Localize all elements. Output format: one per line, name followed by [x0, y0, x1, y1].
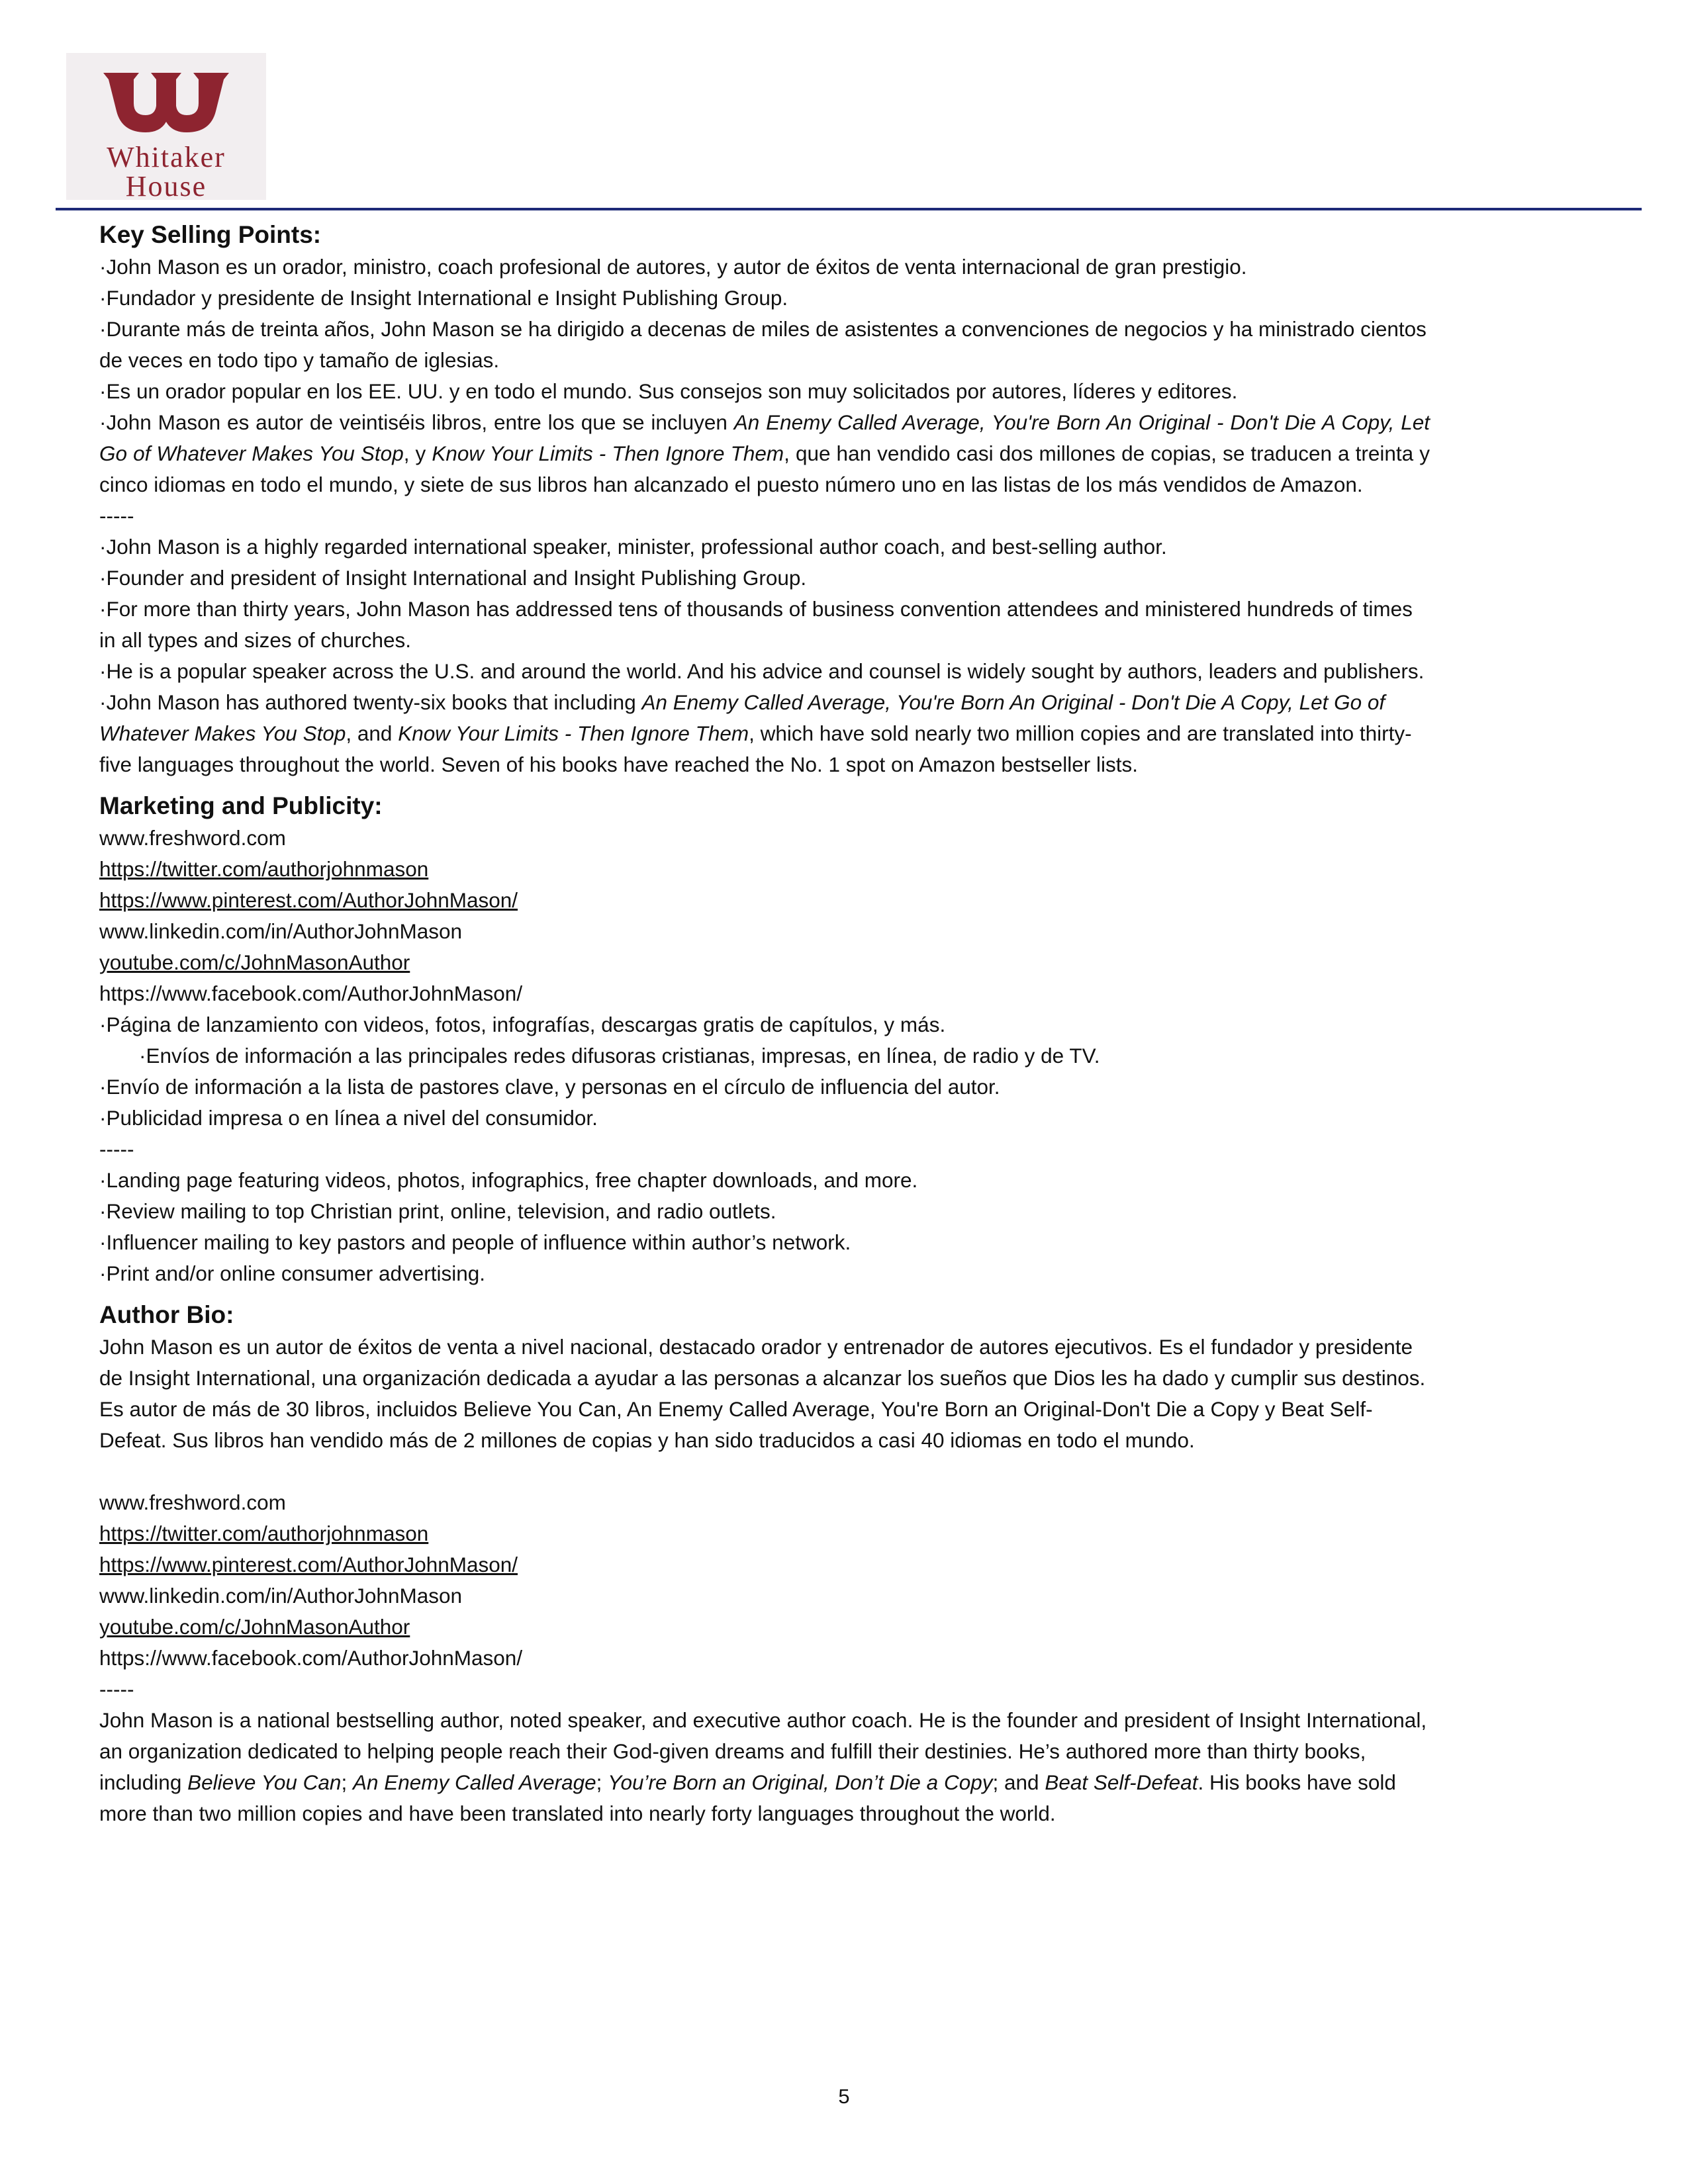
book-title: Know Your Limits - Then Ignore Them [398, 721, 749, 745]
author-bio-en [99, 1705, 1430, 1829]
link-youtube[interactable]: youtube.com/c/JohnMasonAuthor [99, 950, 410, 974]
key-selling-points-heading: Key Selling Points: [99, 221, 322, 248]
link-facebook[interactable]: https://www.facebook.com/AuthorJohnMason/ [99, 981, 523, 1005]
text-run: ; [341, 1770, 353, 1794]
logo-line-2: House [125, 170, 207, 203]
marketing-es-item: ·Envíos de información a las principales redes difusoras cristianas, impresas, en línea, de radio y de TV. [139, 1044, 1100, 1068]
book-title: You’re Born an Original, Don’t Die a Copy [608, 1770, 993, 1794]
whitaker-house-mark-icon [99, 64, 233, 135]
book-titles: An Enemy Called Average, You're Born An Original - Don't Die A Copy, Let Go of Whatever Makes You Stop [99, 410, 1430, 465]
ksp-es-books-item [99, 407, 1430, 500]
book-titles: An Enemy Called Average, You're Born An Original - Don't Die A Copy, Let Go of Whatever Makes You Stop [99, 690, 1385, 745]
book-title: An Enemy Called Average [352, 1770, 596, 1794]
link-website[interactable]: www.freshword.com [99, 826, 286, 850]
separator: ----- [99, 1137, 134, 1161]
link-linkedin[interactable]: www.linkedin.com/in/AuthorJohnMason [99, 1584, 463, 1608]
separator: ----- [99, 504, 134, 527]
marketing-heading: Marketing and Publicity: [99, 792, 383, 819]
marketing-en-item: ·Influencer mailing to key pastors and people of influence within author’s network. [99, 1230, 851, 1254]
header-rule [56, 208, 1642, 210]
link-pinterest[interactable]: https://www.pinterest.com/AuthorJohnMason/ [99, 1553, 518, 1576]
marketing-en-item: ·Landing page featuring videos, photos, infographics, free chapter downloads, and more. [99, 1168, 918, 1192]
text-run: ·John Mason es autor de veintiséis libros, entre los que se incluyen [99, 410, 734, 434]
separator: ----- [99, 1677, 134, 1701]
text-run: , and [346, 721, 399, 745]
ksp-en-item: ·Founder and president of Insight International and Insight Publishing Group. [99, 566, 807, 590]
link-linkedin[interactable]: www.linkedin.com/in/AuthorJohnMason [99, 919, 463, 943]
ksp-en-item: ·John Mason is a highly regarded international speaker, minister, professional author coach, and best-selling author. [99, 535, 1167, 559]
text-run: ·John Mason has authored twenty-six books that including [99, 690, 642, 714]
author-bio-es: John Mason es un autor de éxitos de venta a nivel nacional, destacado orador y entrenador de autores ejecutivos. Es el fundador y presidente de Insight International, una organización dedicada a ayudar a las personas a alcanzar los sueños que Dios les ha dado y cumplir sus destinos. Es autor de más de 30 libros, incluidos Believe You Can, An Enemy Called Average, You're Born an Original-Don't Die a Copy y Beat Self-Defeat. Sus libros han vendido más de 2 millones de copias y han sido traducidos a casi 40 idiomas en todo el mundo. [99, 1335, 1426, 1452]
book-title: Beat Self-Defeat [1045, 1770, 1198, 1794]
text-run: , que han vendido casi dos millones de copias, se traducen a treinta y cinco idiomas en todo el mundo, y siete de sus libros han alcanzado el puesto número uno en las listas de los más vendidos de Amazon. [99, 441, 1430, 496]
logo-line-1: Whitaker [107, 141, 226, 173]
marketing-en-item: ·Review mailing to top Christian print, online, television, and radio outlets. [99, 1199, 776, 1223]
ksp-es-item: ·Durante más de treinta años, John Mason se ha dirigido a decenas de miles de asistentes a convenciones de negocios y ha ministrado cientos de veces en todo tipo y tamaño de iglesias. [99, 317, 1427, 372]
marketing-es-item: ·Envío de información a la lista de pastores clave, y personas en el círculo de influencia del autor. [99, 1075, 1000, 1099]
ksp-en-item: ·For more than thirty years, John Mason has addressed tens of thousands of business convention attendees and ministered hundreds of times in all types and sizes of churches. [99, 597, 1413, 652]
ksp-en-item: ·He is a popular speaker across the U.S. and around the world. And his advice and counsel is widely sought by authors, leaders and publishers. [99, 659, 1425, 683]
text-run: ; and [992, 1770, 1045, 1794]
link-twitter[interactable]: https://twitter.com/authorjohnmason [99, 1522, 429, 1545]
text-run: John Mason is a national bestselling author, noted speaker, and executive author coach. He is the founder and president of Insight International, an organization dedicated to helping people reach their God-given dreams and fulfill their destinies. He’s authored more than thirty books, including [99, 1708, 1427, 1794]
author-bio-section [99, 1298, 1430, 1829]
page-number: 5 [838, 2085, 850, 2108]
link-pinterest[interactable]: https://www.pinterest.com/AuthorJohnMason/ [99, 888, 518, 912]
text-run: , which have sold nearly two million copies and are translated into thirty-five languages throughout the world. Seven of his books have reached the No. 1 spot on Amazon bestseller lists. [99, 721, 1412, 776]
marketing-es-item: ·Página de lanzamiento con videos, fotos, infografías, descargas gratis de capítulos, y más. [99, 1013, 946, 1036]
book-title: Know Your Limits - Then Ignore Them [432, 441, 784, 465]
key-selling-points-section [99, 218, 1430, 780]
marketing-section [99, 790, 1430, 1289]
link-facebook[interactable]: https://www.facebook.com/AuthorJohnMason/ [99, 1646, 523, 1670]
spacer [99, 1456, 1430, 1487]
text-run: , y [403, 441, 432, 465]
book-title: Believe You Can [187, 1770, 342, 1794]
author-bio-heading: Author Bio: [99, 1301, 234, 1328]
ksp-es-item: ·John Mason es un orador, ministro, coach profesional de autores, y autor de éxitos de venta internacional de gran prestigio. [99, 255, 1247, 279]
link-youtube[interactable]: youtube.com/c/JohnMasonAuthor [99, 1615, 410, 1639]
publisher-logo [66, 53, 266, 203]
link-twitter[interactable]: https://twitter.com/authorjohnmason [99, 857, 429, 881]
ksp-es-item: ·Fundador y presidente de Insight International e Insight Publishing Group. [99, 286, 788, 310]
marketing-es-item: ·Publicidad impresa o en línea a nivel del consumidor. [99, 1106, 598, 1130]
text-run: ; [596, 1770, 608, 1794]
ksp-en-books-item [99, 687, 1430, 780]
text-run: . His books have sold more than two million copies and have been translated into nearly forty languages throughout the world. [99, 1770, 1396, 1825]
marketing-en-item: ·Print and/or online consumer advertising. [99, 1261, 486, 1285]
link-website[interactable]: www.freshword.com [99, 1490, 286, 1514]
document-body [99, 218, 1430, 1829]
ksp-es-item: ·Es un orador popular en los EE. UU. y en todo el mundo. Sus consejos son muy solicitados por autores, líderes y editores. [99, 379, 1238, 403]
